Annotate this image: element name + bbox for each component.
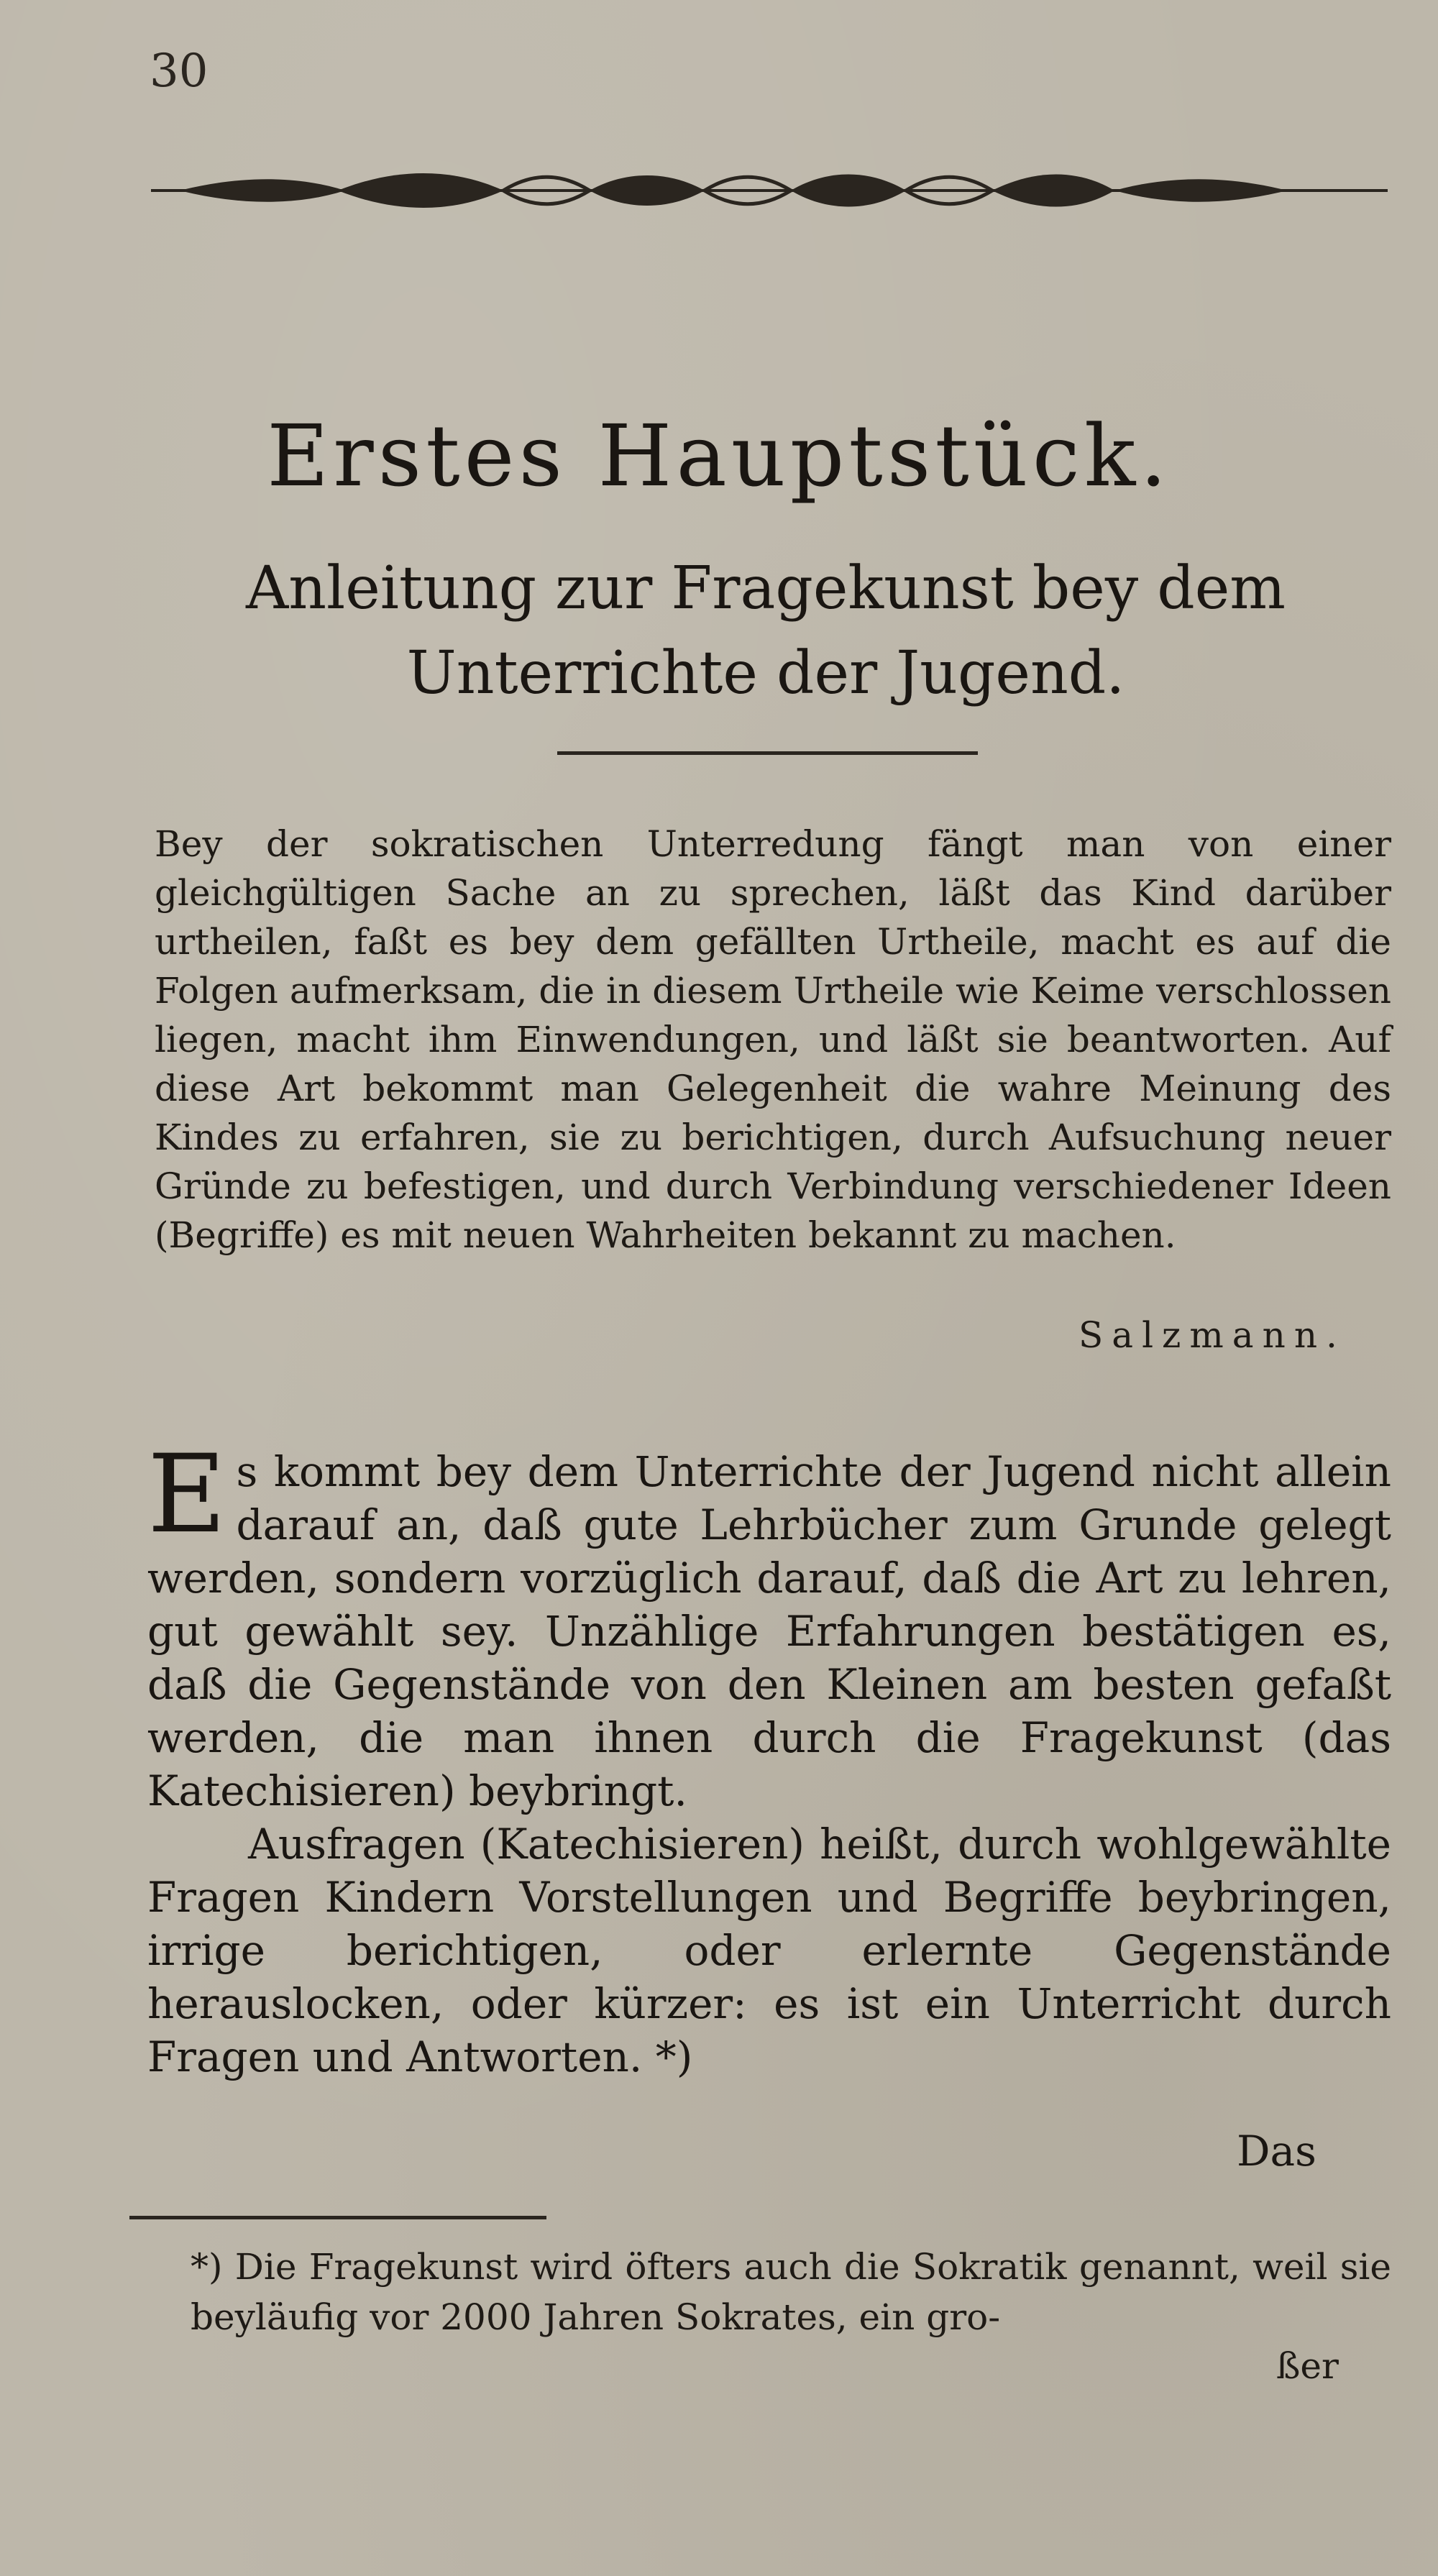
page-number: 30 <box>150 45 209 98</box>
paragraph-1 <box>147 1432 1391 1818</box>
motto-quote: Bey der sokratischen Unterredung fängt man von einer gleichgültigen Sache an zu sprechen, läßt das Kind darüber urtheilen, faßt es bey dem gefällten Urtheile, macht es auf die Folgen aufmerksam, die in diesem Urtheile wie Keime verschlossen liegen, macht ihm Einwendungen, und läßt sie beantworten. Auf diese Art bekommt man Gelegenheit die wahre Meinung des Kindes zu erfahren, sie zu berichtigen, durch Aufsuchung neuer Gründe zu befestigen, und durch Verbindung verschiedener Ideen (Begriffe) es mit neuen Wahrheiten bekannt zu machen. <box>155 823 1391 1256</box>
footnote-rule <box>129 2216 546 2219</box>
ornamental-divider <box>151 155 1388 226</box>
catchword: Das <box>1237 2127 1316 2176</box>
chapter-title: Erstes Hauptstück. <box>267 406 1171 505</box>
footnote-continuation: ßer <box>1276 2345 1339 2387</box>
motto-author: Salzmann. <box>1078 1314 1346 1356</box>
drop-cap: E <box>147 1432 226 1557</box>
main-text <box>147 1432 1391 2084</box>
footnote: *) Die Fragekunst wird öfters auch die Sokratik genannt, weil sie beyläufig vor 2000 Jahren Sokrates, ein gro- <box>191 2246 1391 2338</box>
chapter-subtitle: Anleitung zur Fragekunst bey dem Unterrichte der Jugend. <box>245 554 1286 707</box>
paragraph-1-text: s kommt bey dem Unterrichte der Jugend nicht allein darauf an, daß gute Lehrbücher zum Grunde gelegt werden, sondern vorzüglich darauf, daß die Art zu lehren, gut gewählt sey. Unzählige Erfahrungen bestätigen es, daß die Gegenstände von den Kleinen am besten gefaßt werden, die man ihnen durch die Fragekunst (das Katechisieren) beybringt. <box>147 1447 1391 1815</box>
paragraph-2: Ausfragen (Katechisieren) heißt, durch wohlgewählte Fragen Kindern Vorstellungen und Begriffe beybringen, irrige berichtigen, oder erlernte Gegenstände herauslocken, oder kürzer: es ist ein Unterricht durch Fragen und Antworten. *) <box>147 1820 1391 2081</box>
section-rule <box>557 751 978 755</box>
